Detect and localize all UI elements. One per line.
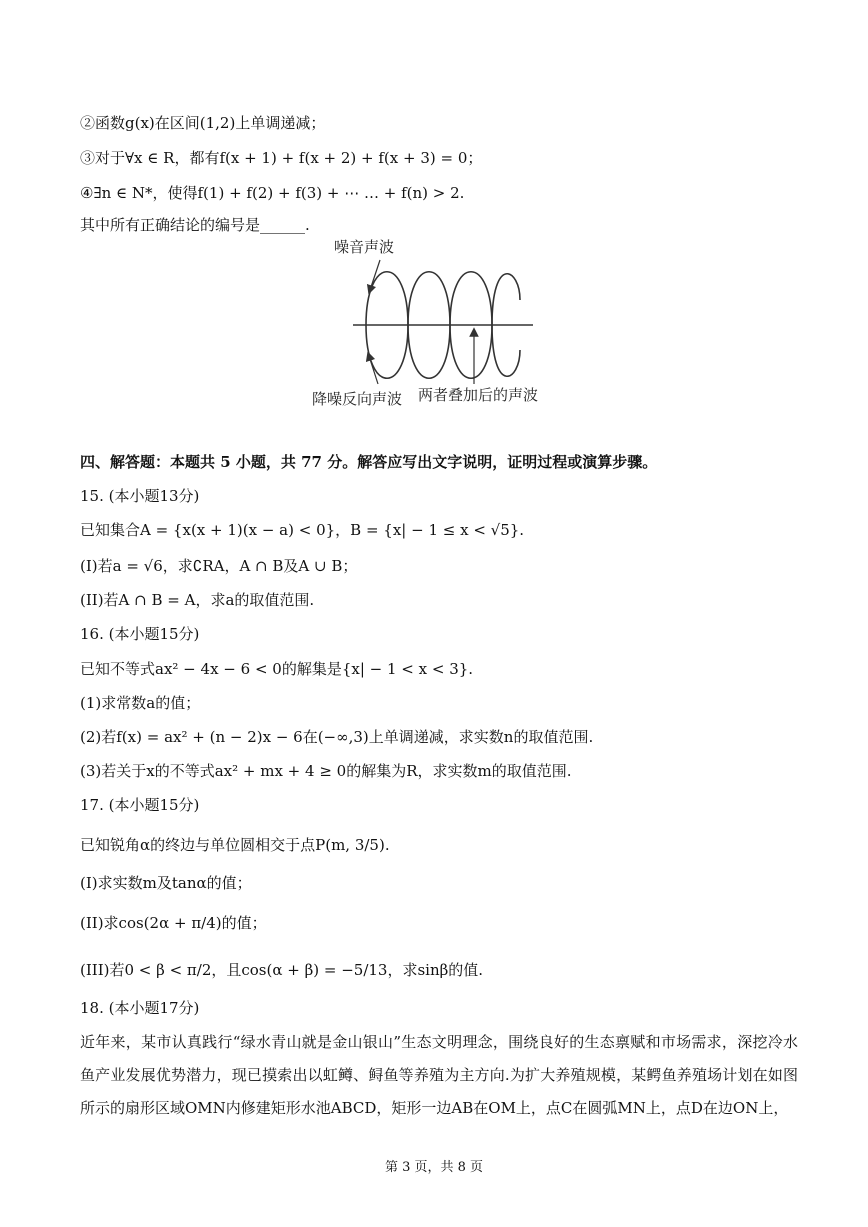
q16-part1: (1)求常数a的值； (80, 694, 201, 712)
q17-stem: 已知锐角α的终边与单位圆相交于点P(m, 3/5). (80, 836, 390, 854)
q15-number: 15. (本小题13分) (80, 487, 200, 505)
q18-number: 18. (本小题17分) (80, 999, 200, 1017)
conclusion-item-4: ④∃n ∈ N*，使得f(1) + f(2) + f(3) + ⋯ … + f(n) > 2. (80, 184, 465, 202)
conclusion-question: 其中所有正确结论的编号是______. (80, 216, 310, 234)
q16-number: 16. (本小题15分) (80, 625, 200, 643)
q16-stem: 已知不等式ax² − 4x − 6 < 0的解集是{x| − 1 < x < 3}. (80, 660, 474, 678)
label-anti-noise-wave: 降噪反向声波 (312, 391, 403, 408)
page-footer: 第 3 页，共 8 页 (384, 1160, 484, 1175)
sound-wave-diagram (308, 232, 558, 417)
conclusion-item-2: ②函数g(x)在区间(1,2)上单调递减； (80, 114, 326, 132)
q16-part2: (2)若f(x) = ax² + (n − 2)x − 6在(−∞,3)上单调递减，求实数n的取值范围. (80, 728, 594, 746)
q15-part2: (II)若A ∩ B = A，求a的取值范围. (80, 591, 315, 609)
q16-part3: (3)若关于x的不等式ax² + mx + 4 ≥ 0的解集为R，求实数m的取值范围. (80, 762, 572, 780)
conclusion-item-3: ③对于∀x ∈ R，都有f(x + 1) + f(x + 2) + f(x + 3) = 0； (80, 149, 483, 167)
q17-part1: (I)求实数m及tanα的值； (80, 874, 252, 892)
q15-stem: 已知集合A = {x(x + 1)(x − a) < 0}，B = {x| − 1 ≤ x < √5}. (80, 521, 525, 539)
q17-part3: (III)若0 < β < π/2，且cos(α + β) = −5/13，求sinβ的值. (80, 961, 484, 979)
q17-part2: (II)求cos(2α + π/4)的值； (80, 914, 267, 932)
q17-number: 17. (本小题15分) (80, 796, 200, 814)
label-noise-wave: 噪音声波 (334, 239, 395, 256)
q18-body: 近年来，某市认真践行“绿水青山就是金山银山”生态文明理念，围绕良好的生态禀赋和市场需求，深挖冷水鱼产业发展优势潜力，现已摸索出以虹鳟、鲟鱼等养殖为主方向.为扩大养殖规模，某鳄鱼养殖场计划在如图所示的扇形区域OMN内修建矩形水池ABCD，矩形一边AB在OM上，点C在圆弧MN上，点D在边ON上， (80, 1033, 798, 1117)
label-combined-wave: 两者叠加后的声波 (418, 387, 539, 404)
q15-part1: (I)若a = √6，求∁RA，A ∩ B及A ∪ B； (80, 557, 358, 575)
anti-noise-arrow (369, 356, 378, 384)
section-heading: 四、解答题：本题共 5 小题，共 77 分。解答应写出文字说明，证明过程或演算步骤。 (80, 453, 658, 471)
sound-wave-figure (308, 232, 558, 417)
